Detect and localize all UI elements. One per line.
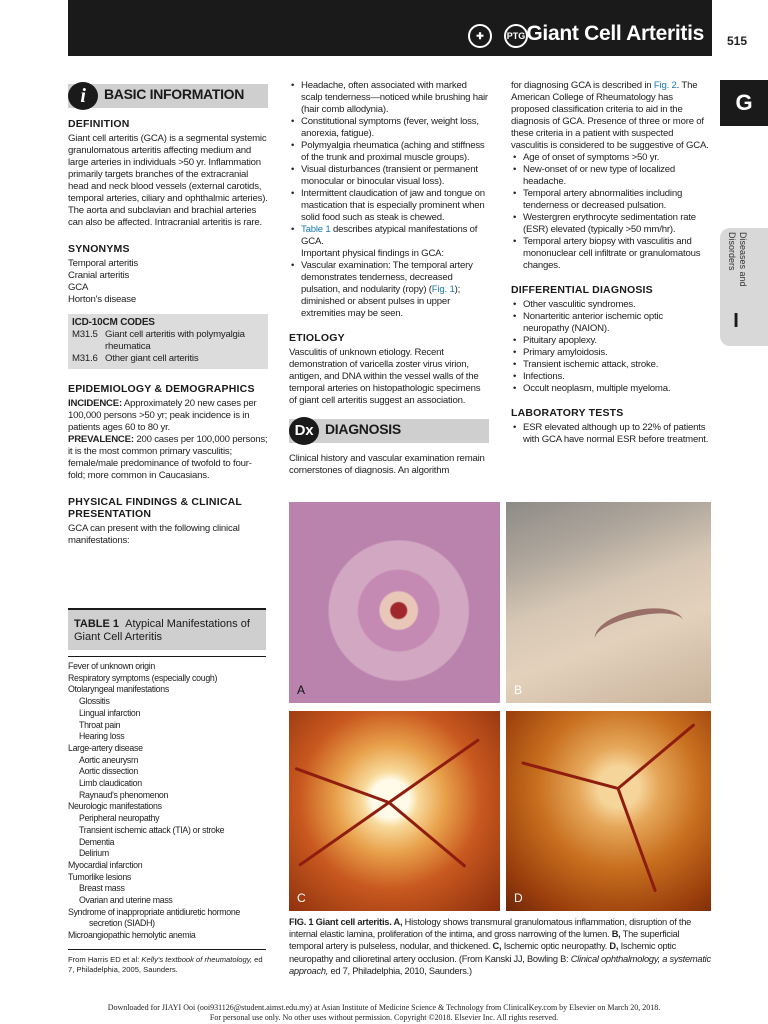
table-1-title: Atypical Manifestations of Giant Cell Arteritis — [74, 618, 250, 643]
table-1-row: Peripheral neuropathy — [79, 813, 160, 824]
footer-line-1: Downloaded for JIAYI Ooi (ooi931126@student.aimst.edu.my) at Asian Institute of Medicine Science & Technology from ClinicalKey.com by Elsevier on March 20, 2018. — [107, 1003, 661, 1012]
symptom-item: • Headache, often associated with marked scalp tenderness—noticed while brushing hair (hair comb allodynia). — [289, 80, 489, 116]
table-1-row: Myocardial infarction — [68, 859, 143, 870]
ddx-item: • Pituitary apoplexy. — [511, 335, 711, 347]
table-1-row: Limb claudication — [79, 778, 142, 789]
synonym-item: Horton's disease — [68, 294, 136, 305]
basic-info-header — [68, 84, 268, 108]
icd-codes-box — [68, 314, 268, 369]
ddx-item: • Occult neoplasm, multiple myeloma. — [511, 383, 711, 395]
temporal-artery-shape — [591, 601, 687, 659]
synonym-item: Temporal arteritis — [68, 258, 138, 269]
figure-panel-b-temporal-artery — [506, 502, 711, 703]
download-footer — [0, 1003, 768, 1023]
symptom-item: • Polymyalgia rheumatica (aching and stiffness of the trunk and proximal muscle groups). — [289, 140, 489, 164]
stethoscope-icon: ✚ — [468, 24, 492, 48]
synonyms-list — [68, 258, 268, 306]
symptom-item: • Visual disturbances (transient or permanent monocular or binocular visual loss). — [289, 164, 489, 188]
criteria-item: • Westergren erythrocyte sedimentation rate (ESR) elevated (typically >50 mm/hr). — [511, 212, 711, 236]
footer-line-2: For personal use only. No other uses without permission. Copyright ©2018. Elsevier Inc. All rights reserved. — [209, 1013, 559, 1022]
table-1-header — [68, 608, 266, 650]
figure-panel-c-fundus — [289, 711, 500, 911]
table-1-row: Lingual infarction — [79, 707, 141, 718]
icd-code: M31.6 — [72, 353, 98, 364]
vascular-exam-item: • Vascular examination: The temporal artery demonstrates tenderness, decreased pulsation, and nodularity (ropy) (Fig. 1); diminished or absent pulses in upper extremities may be seen. — [289, 260, 489, 320]
incidence-text: INCIDENCE: Approximately 20 new cases per 100,000 persons >50 yr; peak incidence is in patients ages 60 to 80 yr. — [68, 398, 257, 433]
symptom-item: • Constitutional symptoms (fever, weight loss, anorexia, fatigue). — [289, 116, 489, 140]
panel-label: D — [514, 891, 523, 905]
icd-desc: Other giant cell arteritis — [105, 353, 199, 364]
table-1-row: Respiratory symptoms (especially cough) — [68, 672, 218, 683]
synonyms-heading: SYNONYMS — [68, 243, 130, 255]
epidemiology-heading: EPIDEMIOLOGY & DEMOGRAPHICS — [68, 383, 255, 395]
ddx-item: • Infections. — [511, 371, 711, 383]
diagnosis-text: Clinical history and vascular examination remain cornerstones of diagnosis. An algorithm — [289, 453, 485, 476]
table-1-row: Otolaryngeal manifestations — [68, 684, 169, 695]
figure-1-caption: FIG. 1 Giant cell arteritis. A, Histology shows transmural granulomatous inflammation, disruption of the internal elastic lamina, proliferation of the intima, and gross narrowing of the lumen. B, The superficial temporal artery is pulseless, nodular, and thickened. C, Ischemic optic neuropathy. D, Ischemic optic neuropathy and cilioretinal artery occlusion. (From Kanski JJ, Bowling B: Clinical ophthalmology, a systematic approach, ed 7, Philadelphia, 2010, Saunders.) — [289, 917, 711, 976]
table-1-row: Delirium — [79, 848, 109, 859]
table-1-row: Dementia — [79, 836, 115, 847]
lab-item: • ESR elevated although up to 22% of patients with GCA have normal ESR before treatment. — [511, 422, 711, 446]
column-1 — [68, 84, 268, 547]
table-1-row: Aortic dissection — [79, 766, 138, 777]
criteria-item: • Temporal artery abnormalities including tenderness or decreased pulsation. — [511, 188, 711, 212]
definition-text: Giant cell arteritis (GCA) is a segmental systemic granulomatous arteritis affecting medium and large arteries in individuals >50 yr. Inflammation primarily targets branches of the extracranial head and neck blood vessels (external carotids, temporal arteries, ciliary and ophthalmic arteries). The aorta and subclavian and brachial arteries can also be affected. Intracranial arteritis is rare. — [68, 133, 268, 228]
criteria-item: • New-onset of or new type of localized headache. — [511, 164, 711, 188]
table-1-row: Ovarian and uterine mass — [79, 895, 173, 906]
ddx-heading: DIFFERENTIAL DIAGNOSIS — [511, 284, 653, 296]
icd-heading: ICD-10CM CODES — [72, 317, 155, 328]
diagnosis-intro-text: for diagnosing GCA is described in Fig. 2. The American College of Rheumatology has proposed classification criteria to aid in the diagnosis of GCA. Presence of three or more of these criteria in a patient with suspected vasculitis is considered to be suggestive of GCA. — [511, 80, 709, 151]
dx-icon: Dx — [289, 417, 319, 445]
table-1-link[interactable]: Table 1 — [301, 224, 331, 235]
icd-row — [72, 329, 264, 353]
diagnosis-header — [289, 419, 489, 443]
column-3 — [511, 80, 711, 446]
table-1-row: Glossitis — [79, 696, 110, 707]
table-1-row: Aortic aneurysm — [79, 754, 139, 765]
table-1-rows — [68, 657, 266, 942]
table-1-row: Neurologic manifestations — [68, 801, 162, 812]
table-1-label: TABLE 1 — [74, 618, 120, 630]
fig-1-link[interactable]: Fig. 1 — [431, 284, 455, 295]
panel-label: A — [297, 683, 306, 697]
panel-label: B — [514, 683, 523, 697]
info-icon: i — [68, 82, 98, 110]
diagnosis-heading: DIAGNOSIS — [325, 421, 401, 437]
synonym-item: GCA — [68, 282, 89, 293]
table-1-row: Hearing loss — [79, 731, 125, 742]
definition-heading: DEFINITION — [68, 118, 130, 130]
section-tab — [720, 228, 768, 346]
icd-code: M31.5 — [72, 329, 98, 340]
section-tab-roman: I — [733, 310, 739, 332]
table-1-row: Tumorlike lesions — [68, 871, 132, 882]
table-1-row: Fever of unknown origin — [68, 661, 155, 671]
physical-findings-heading: PHYSICAL FINDINGS & CLINICAL PRESENTATION — [68, 496, 242, 520]
prevalence-text: PREVALENCE: 200 cases per 100,000 persons; it is the most common primary vasculitis; female/male predominance of twofold to four-fold; more common in Caucasians. — [68, 434, 268, 481]
table-1-row: Microangiopathic hemolytic anemia — [68, 930, 196, 941]
figure-panel-a-histology — [289, 502, 500, 703]
ddx-item: • Nonarteritic anterior ischemic optic neuropathy (NAION). — [511, 311, 711, 335]
ddx-item: • Transient ischemic attack, stroke. — [511, 359, 711, 371]
ddx-item: • Other vasculitic syndromes. — [511, 299, 711, 311]
section-tab-label: Diseases and Disorders — [727, 232, 748, 287]
table-1-row: Breast mass — [79, 883, 125, 894]
figure-panel-d-fundus — [506, 711, 711, 911]
etiology-text: Vasculitis of unknown etiology. Recent demonstration of varicella zoster virus virion, antigen, and DNA within the vessel walls of the temporal arteries on histopathologic specimens of giant cell arteritis suggest an association. — [289, 347, 481, 406]
etiology-heading: ETIOLOGY — [289, 332, 345, 344]
letter-tab: G — [720, 80, 768, 126]
panel-label: C — [297, 891, 306, 905]
icd-desc: Giant cell arteritis with polymyalgia rheumatica — [105, 329, 245, 352]
fig-2-link[interactable]: Fig. 2 — [653, 80, 677, 91]
table-1-row: secretion (SIADH) — [89, 918, 155, 929]
table-1-row: Transient ischemic attack (TIA) or stroke — [79, 824, 225, 835]
table-1-row: Syndrome of inappropriate antidiuretic hormone — [68, 906, 241, 917]
symptom-item: • Intermittent claudication of jaw and tongue on mastication that is especially prominent when solid food such as steak is chewed. — [289, 188, 489, 224]
page-title: Giant Cell Arteritis — [526, 22, 704, 45]
synonym-item: Cranial arteritis — [68, 270, 130, 281]
lab-tests-heading: LABORATORY TESTS — [511, 407, 624, 419]
ddx-item: • Primary amyloidosis. — [511, 347, 711, 359]
table-1-source: From Harris ED et al: Kelly's textbook of rheumatology, ed 7, Philadelphia, 2005, Saunders. — [68, 949, 266, 975]
important-findings-text: Important physical findings in GCA: — [301, 248, 444, 259]
ptg-icon: PTG — [504, 24, 528, 48]
table-1-row: Large-artery disease — [68, 742, 143, 753]
table-1-row: Raynaud's phenomenon — [79, 789, 169, 800]
column-2 — [289, 80, 489, 477]
page-number: 515 — [727, 34, 748, 48]
criteria-item: • Temporal artery biopsy with vasculitis and mononuclear cell infiltrate or granulomatous changes. — [511, 236, 711, 272]
criteria-item: • Age of onset of symptoms >50 yr. — [511, 152, 711, 164]
table-1-row: Throat pain — [79, 719, 121, 730]
table-ref-item: • Table 1 describes atypical manifestations of GCA. — [289, 224, 489, 248]
basic-info-heading: BASIC INFORMATION — [104, 86, 245, 102]
table-1 — [68, 608, 266, 975]
physical-findings-text: GCA can present with the following clinical manifestations: — [68, 523, 240, 546]
page-header — [68, 0, 712, 56]
icd-row — [72, 353, 264, 365]
